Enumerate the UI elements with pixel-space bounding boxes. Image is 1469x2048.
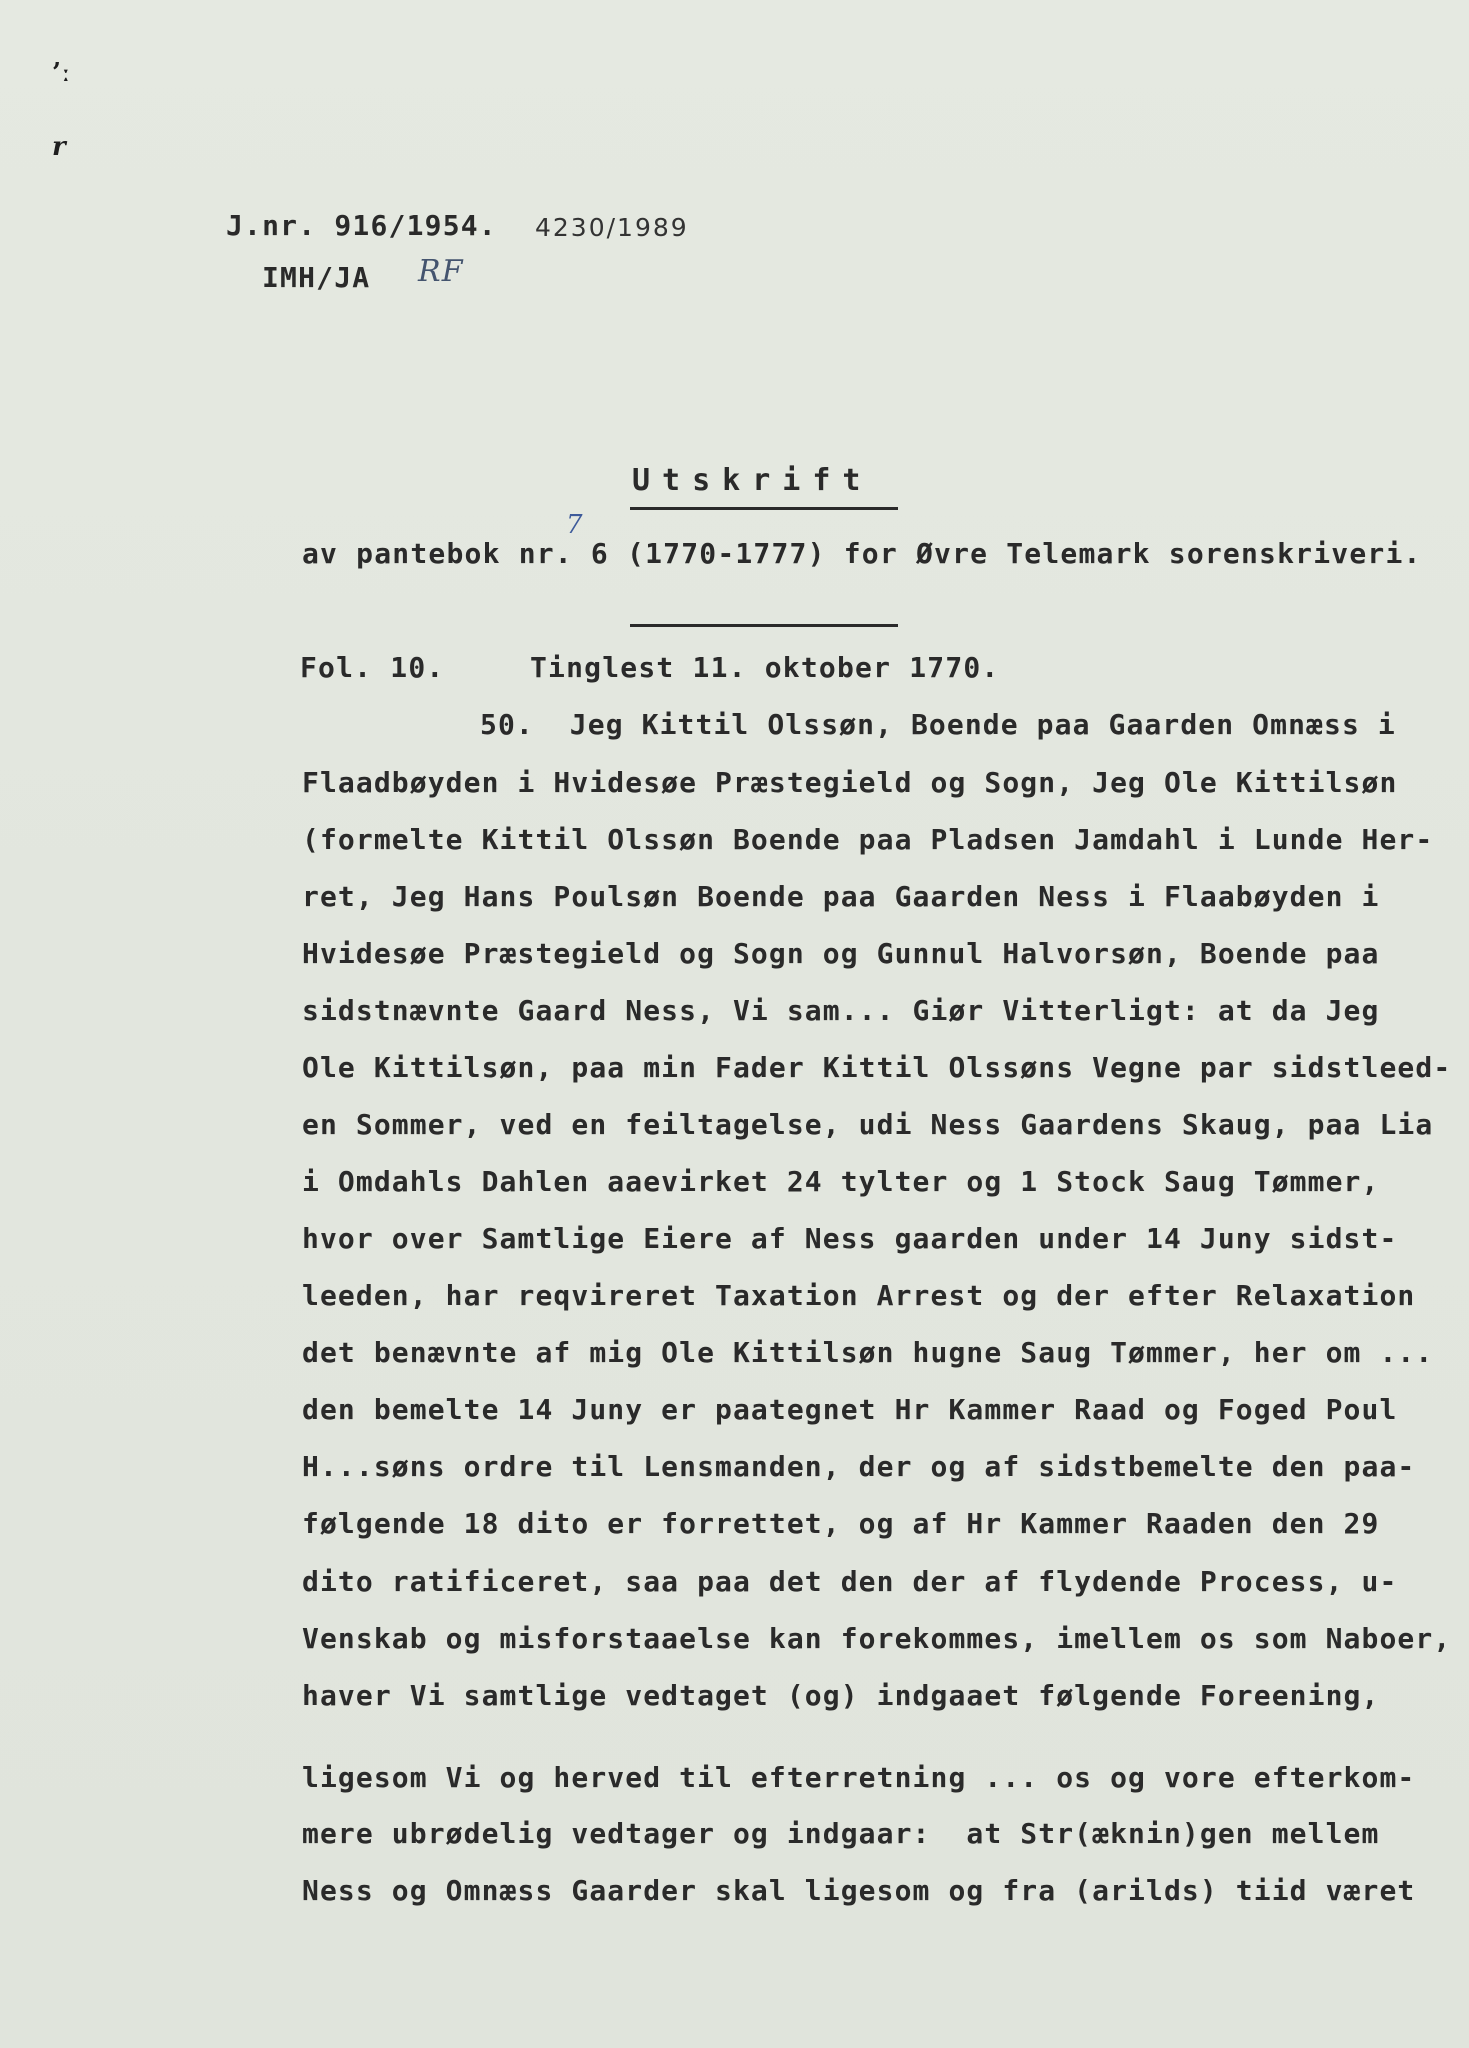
journal-number: J.nr. 916/1954. bbox=[226, 209, 497, 242]
section-divider bbox=[630, 624, 898, 627]
body-line: følgende 18 dito er forrettet, og af Hr Kammer Raaden den 29 bbox=[302, 1507, 1380, 1540]
body-line: Hvidesøe Præstegield og Sogn og Gunnul Halvorsøn, Boende paa bbox=[302, 937, 1380, 970]
body-line: ligesom Vi og herved til efterretning ... os og vore efterkom- bbox=[302, 1761, 1416, 1794]
body-line: det benævnte af mig Ole Kittilsøn hugne Saug Tømmer, her om ... bbox=[302, 1336, 1434, 1369]
document-title: Utskrift bbox=[632, 463, 873, 498]
body-line: sidstnævnte Gaard Ness, Vi sam... Giør Vitterligt: at da Jeg bbox=[302, 994, 1380, 1027]
body-line: mere ubrødelig vedtager og indgaar: at Str(æknin)gen mellem bbox=[302, 1817, 1380, 1850]
margin-mark-bottom: r bbox=[52, 132, 66, 162]
subtitle: av pantebok nr. 6 (1770-1777) for Øvre Telemark sorenskriveri. bbox=[302, 537, 1422, 570]
registration-date: Tinglest 11. oktober 1770. bbox=[530, 651, 1000, 684]
folio: Fol. 10. bbox=[300, 651, 445, 684]
body-line: Venskab og misforstaaelse kan forekommes, imellem os som Naboer, bbox=[302, 1622, 1452, 1655]
body-line: H...søns ordre til Lensmanden, der og af sidstbemelte den paa- bbox=[302, 1450, 1416, 1483]
body-line: Flaadbøyden i Hvidesøe Præstegield og Sogn, Jeg Ole Kittilsøn bbox=[302, 766, 1398, 799]
reference-number: 4230/1989 bbox=[535, 213, 689, 242]
body-line: hvor over Samtlige Eiere af Ness gaarden under 14 Juny sidst- bbox=[302, 1222, 1398, 1255]
body-line: dito ratificeret, saa paa det den der af flydende Process, u- bbox=[302, 1565, 1398, 1598]
body-line: (formelte Kittil Olssøn Boende paa Pladsen Jamdahl i Lunde Her- bbox=[302, 823, 1434, 856]
body-line: 50. Jeg Kittil Olssøn, Boende paa Gaarden Omnæss i bbox=[480, 708, 1396, 741]
margin-mark-top: ’ː bbox=[52, 58, 71, 88]
body-line: ret, Jeg Hans Poulsøn Boende paa Gaarden Ness i Flaabøyden i bbox=[302, 880, 1380, 913]
body-line: den bemelte 14 Juny er paategnet Hr Kammer Raad og Foged Poul bbox=[302, 1393, 1398, 1426]
body-line: Ness og Omnæss Gaarder skal ligesom og fra (arilds) tiid været bbox=[302, 1874, 1416, 1907]
initials: IMH/JA bbox=[262, 261, 371, 294]
body-line: Ole Kittilsøn, paa min Fader Kittil Olssøns Vegne par sidstleed- bbox=[302, 1051, 1452, 1084]
body-line: en Sommer, ved en feiltagelse, udi Ness Gaardens Skaug, paa Lia bbox=[302, 1108, 1434, 1141]
body-line: leeden, har reqvireret Taxation Arrest og der efter Relaxation bbox=[302, 1279, 1416, 1312]
body-line: i Omdahls Dahlen aaevirket 24 tylter og 1 Stock Saug Tømmer, bbox=[302, 1165, 1380, 1198]
body-line: haver Vi samtlige vedtaget (og) indgaaet følgende Foreening, bbox=[302, 1679, 1380, 1712]
handwritten-correction-7: 7 bbox=[566, 510, 583, 540]
title-underline bbox=[630, 507, 898, 510]
handwritten-initials: RF bbox=[418, 254, 464, 289]
